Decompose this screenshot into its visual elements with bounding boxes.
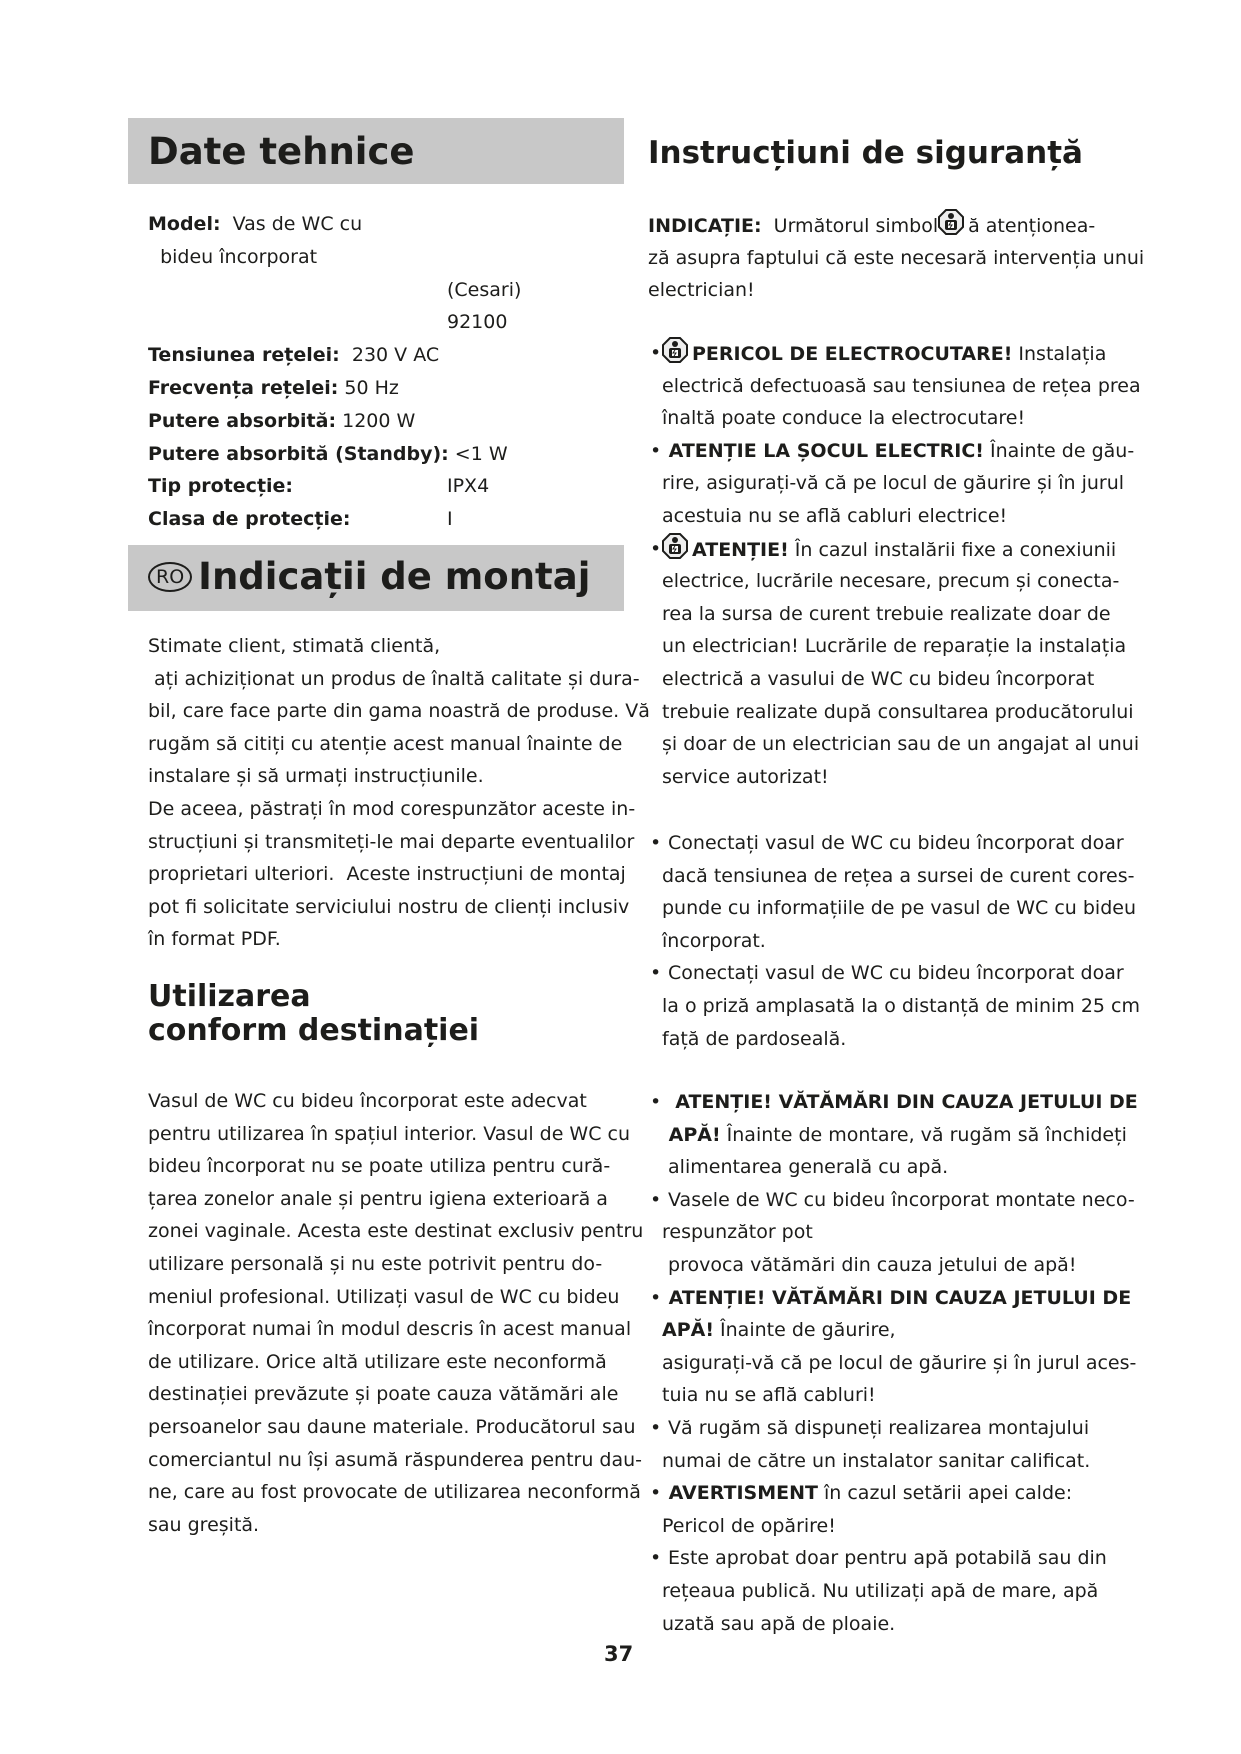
tech-value: <1 W [448,442,508,465]
text-line [148,1509,643,1542]
text-line [662,467,1141,500]
text: la o priză amplasată la o distanță de minim 25 cm [662,994,1140,1017]
text-line [662,565,1141,598]
text: pot fi solicitate serviciului nostru de clienți inclusiv [148,895,630,918]
bold-text: AVERTISMENT [662,1482,818,1505]
text-line [662,402,1141,435]
text: Următorul simbol [761,215,939,237]
text: țarea zonelor anale și pentru igiena exterioară a [148,1187,608,1210]
text: în cazul setării apei calde: [817,1482,1073,1505]
text: rire, asigurați-vă că pe locul de găurire și în jurul [662,472,1125,495]
text-line [148,1378,643,1411]
bold-text: APĂ! [662,1319,714,1342]
tech-label: Model: [148,213,221,235]
text-line [662,663,1141,696]
text-line [662,925,1140,958]
text-line [662,1608,1138,1641]
text-line [650,1086,1138,1119]
text-line [662,1314,1138,1347]
text: tuia nu se află cabluri! [662,1384,876,1407]
text: încorporat. [662,929,766,952]
text: Instalația [1012,343,1107,365]
text-line [662,1249,1138,1282]
text: alimentarea generală cu apă. [662,1156,949,1179]
bullet-icon: • [650,1547,662,1570]
text-line [148,1183,643,1216]
text-line [650,957,1140,990]
text-line [662,630,1141,663]
tech-row [148,208,508,241]
text-line [650,1477,1138,1510]
text: dacă tensiunea de rețea a sursei de curent cores- [662,864,1135,887]
text-line [650,1184,1138,1217]
text-line [148,728,650,761]
text: ă atenționea- [968,215,1096,237]
text-line [662,1575,1138,1608]
text: uzată sau apă de ploaie. [662,1612,896,1635]
text-line [662,1510,1138,1543]
text-line [662,696,1141,729]
text-line [650,1542,1138,1575]
section-title: Indicații de montaj [198,555,591,598]
text-line [148,891,650,924]
text-line [650,827,1140,860]
bullet-icon: • [650,962,662,985]
text-line [662,1379,1138,1412]
section-title: Date tehnice [148,130,415,173]
text: rugăm să citiți cu atenție acest manual înainte de [148,732,623,755]
text-line [148,1085,643,1118]
text-line [648,209,1144,242]
text: punde cu informațiile de pe vasul de WC cu bideu [662,897,1137,920]
text-line [148,1411,643,1444]
bold-text: INDICAȚIE: [648,215,762,237]
tech-row [148,470,508,503]
text: electrică a vasului de WC cu bideu încorporat [662,667,1095,690]
text: în format PDF. [148,928,281,951]
text-line [662,1151,1138,1184]
text: De aceea, păstrați în mod corespunzător aceste in- [148,797,636,820]
bold-text: ATENȚIE! [692,538,789,561]
text: de utilizare. Orice altă utilizare este neconformă [148,1350,607,1373]
tech-value: 1200 W [336,409,416,432]
usage-heading [148,980,479,1048]
language-badge: RO [148,562,192,592]
tech-value: 50 Hz [338,376,399,399]
text-line [148,826,650,859]
text-line [662,728,1141,761]
text-line [662,370,1141,403]
bullet-icon: • [650,439,662,462]
text: Vă rugăm să dispuneți realizarea montajului [662,1416,1090,1439]
text: ză asupra faptului că este necesară intervenția unui [648,246,1145,269]
section-header-mounting [128,545,624,611]
text-line [650,337,1141,370]
tech-label: Putere absorbită (Standby): [148,442,449,465]
text-line [662,500,1141,533]
tech-row [148,372,508,405]
bold-text: ATENȚIE! VĂTĂMĂRI DIN CAUZA JETULUI DE [662,1091,1138,1113]
text: Vasele de WC cu bideu încorporat montate neco- [662,1188,1135,1211]
text: acestuia nu se află cabluri electrice! [662,504,1008,527]
text: utilizare personală și nu este potrivit pentru do- [148,1252,603,1275]
text: Este aprobat doar pentru apă potabilă sau din [662,1547,1107,1570]
text-line [148,760,650,793]
bold-text: ATENȚIE! VĂTĂMĂRI DIN CAUZA JETULUI DE [662,1286,1132,1309]
electrician-icon [662,337,688,363]
technical-data-list [148,208,522,536]
text-line [650,1412,1138,1445]
text: Vasul de WC cu bideu încorporat este adecvat [148,1090,587,1112]
section-title-wrap [148,555,590,598]
tech-value: 230 V AC [339,344,440,367]
bullet-icon: • [650,1416,662,1439]
electrician-icon [938,209,964,235]
text-line [648,242,1144,275]
tech-label: Putere absorbită: [148,409,337,432]
text-line [148,1248,643,1281]
text-line [148,1215,643,1248]
heading-line: Utilizarea [148,979,311,1014]
tech-row [148,438,508,471]
text: un electrician! Lucrările de reparație la instalația [662,635,1127,658]
tech-row [148,339,508,372]
intro-paragraph [148,630,650,956]
tech-row [148,405,508,438]
text-line [662,892,1140,925]
text: trebuie realizate după consultarea producătorului [662,700,1134,723]
text-line [148,793,650,826]
safety-list-connection [650,827,1140,1055]
bold-text: ATENȚIE LA ȘOCUL ELECTRIC! [662,439,984,462]
text-line [148,1346,643,1379]
text: ne, care au fost provocate de utilizarea neconformă [148,1481,641,1504]
text-line [148,1313,643,1346]
text: sau greșită. [148,1513,260,1536]
text-line [662,990,1140,1023]
text: provoca vătămări din cauza jetului de apă! [662,1253,1077,1276]
text: Înainte de găurire, [714,1319,896,1342]
text: meniul profesional. Utilizați vasul de WC cu bideu [148,1285,620,1308]
text: Conectați vasul de WC cu bideu încorporat doar [662,962,1124,985]
tech-label: Frecvența rețelei: [148,376,339,399]
text: bideu încorporat nu se poate utiliza pentru cură- [148,1155,611,1178]
tech-value: (Cesari) [447,278,522,301]
text: electrică defectuoasă sau tensiunea de rețea prea [662,374,1141,397]
text: pentru utilizarea în spațiul interior. Vasul de WC cu [148,1122,631,1145]
text: comerciantul nu își asumă răspunderea pentru dau- [148,1448,643,1471]
text: rețeaua publică. Nu utilizați apă de mare, apă [662,1579,1099,1602]
text-line [148,1444,643,1477]
text-line [662,1023,1140,1056]
text: respunzător pot [662,1221,813,1244]
bullet-icon: • [650,1286,662,1309]
heading-line: conform destinației [148,1013,480,1048]
text: zonei vaginale. Acesta este destinat exclusiv pentru [148,1220,644,1243]
text: service autorizat! [662,765,829,788]
tech-value: bideu încorporat [148,245,318,268]
usage-paragraph [148,1085,643,1541]
text: ați achiziționat un produs de înaltă calitate și dura- [148,667,640,690]
text: Conectați vasul de WC cu bideu încorporat doar [662,832,1124,854]
tech-label: Tip protecție: [148,475,294,498]
text: destinației prevăzute și poate cauza vătămări ale [148,1383,619,1406]
text: asigurați-vă că pe locul de găurire și în jurul aces- [662,1351,1137,1374]
text: În cazul instalării fixe a conexiunii [788,538,1117,561]
tech-value: Vas de WC cu [220,213,363,235]
safety-list-electric [650,337,1141,793]
text: bil, care face parte din gama noastră de produse. Vă [148,700,650,723]
bullet-icon: • [650,537,662,560]
page-number: 37 [604,1642,634,1666]
bullet-icon: • [650,1482,662,1505]
text-line [662,1119,1138,1152]
bullet-icon: • [650,832,662,854]
bullet-icon: • [650,1188,662,1211]
text: electrice, lucrările necesare, precum și conecta- [662,570,1120,593]
indication-note [648,209,1144,307]
safety-list-water [650,1086,1138,1640]
text: Înainte de montare, vă rugăm să închideți [720,1123,1127,1146]
text-line [650,435,1141,468]
text: electrician! [648,279,755,302]
text: Pericol de opărire! [662,1514,836,1537]
text-line [662,761,1141,794]
text-line [662,1347,1138,1380]
text-line [148,1150,643,1183]
text-line [148,663,650,696]
tech-value: I [447,508,453,531]
tech-row [148,241,508,274]
text-line [148,923,650,956]
tech-row [148,306,508,339]
tech-label: Tensiunea rețelei: [148,344,340,367]
text: față de pardoseală. [662,1027,847,1050]
tech-row [148,503,508,536]
text: Stimate client, stimată clientă, [148,635,441,657]
text-line [148,695,650,728]
text: Înainte de gău- [983,439,1135,462]
text: înaltă poate conduce la electrocutare! [662,407,1026,430]
text: și doar de un electrician sau de un angajat al unui [662,733,1140,756]
text-line [148,1118,643,1151]
tech-label: Clasa de protecție: [148,508,351,531]
safety-title: Instrucțiuni de siguranță [648,135,1083,171]
text-line [148,630,650,663]
tech-value: IPX4 [447,475,490,498]
text-line [650,1282,1138,1315]
section-header-technical-data [128,118,624,184]
text-line [648,274,1144,307]
text-line [650,533,1141,566]
text-line [148,1476,643,1509]
text: proprietari ulteriori. Aceste instrucțiuni de montaj [148,863,626,886]
text: strucțiuni și transmiteți-le mai departe eventualilor [148,830,635,853]
text-line [662,1216,1138,1249]
bullet-icon: • [650,342,662,364]
electrician-icon [662,533,688,559]
text: instalare și să urmați instrucțiunile. [148,765,484,788]
text-line [662,1445,1138,1478]
text-line [662,598,1141,631]
text: numai de către un instalator sanitar calificat. [662,1449,1091,1472]
text: încorporat numai în modul descris în acest manual [148,1318,632,1341]
tech-row [148,274,522,307]
text-line [148,1281,643,1314]
text: rea la sursa de curent trebuie realizate doar de [662,602,1111,625]
bullet-icon: • [650,1091,662,1113]
bold-text: APĂ! [662,1123,721,1146]
tech-value: 92100 [447,311,508,334]
text: persoanelor sau daune materiale. Producătorul sau [148,1415,636,1438]
bold-text: PERICOL DE ELECTROCUTARE! [692,343,1013,365]
text-line [662,860,1140,893]
text-line [148,858,650,891]
